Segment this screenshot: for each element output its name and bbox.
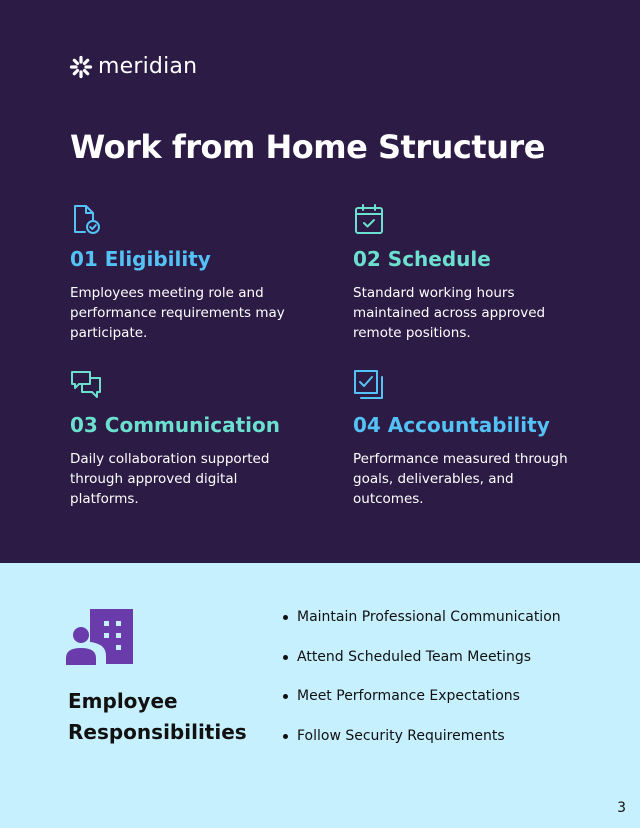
list-item: Attend Scheduled Team Meetings [281,646,561,686]
calendar-check-icon [353,203,385,235]
list-item: Meet Performance Expectations [281,685,561,725]
card-text: Daily collaboration supported through approved digital platforms. [70,451,270,507]
card-heading: 02 Schedule [353,247,491,271]
card-accountability [353,369,583,509]
brand-name: meridian [98,54,198,79]
stacked-checkbox-icon [353,369,385,401]
card-communication [70,369,300,509]
responsibilities-title: Employee Responsibilities [68,689,247,744]
card-eligibility [70,203,300,343]
list-item: Maintain Professional Communication [281,606,561,646]
card-text: Performance measured through goals, deliverables, and outcomes. [353,451,568,507]
page-title: Work from Home Structure [70,128,545,166]
page-number: 3 [617,800,626,816]
card-schedule [353,203,583,343]
employee-building-icon [66,607,134,665]
card-text: Employees meeting role and performance requirements may participate. [70,285,285,341]
card-heading: 03 Communication [70,413,280,437]
card-text: Standard working hours maintained across approved remote positions. [353,285,546,341]
card-heading: 01 Eligibility [70,247,211,271]
starburst-logo-icon [69,55,93,79]
card-heading: 04 Accountability [353,413,550,437]
chat-bubbles-icon [70,369,102,401]
brand-logo [69,54,197,79]
responsibilities-list [281,606,561,764]
document-check-icon [70,203,102,235]
list-item: Follow Security Requirements [281,725,561,765]
